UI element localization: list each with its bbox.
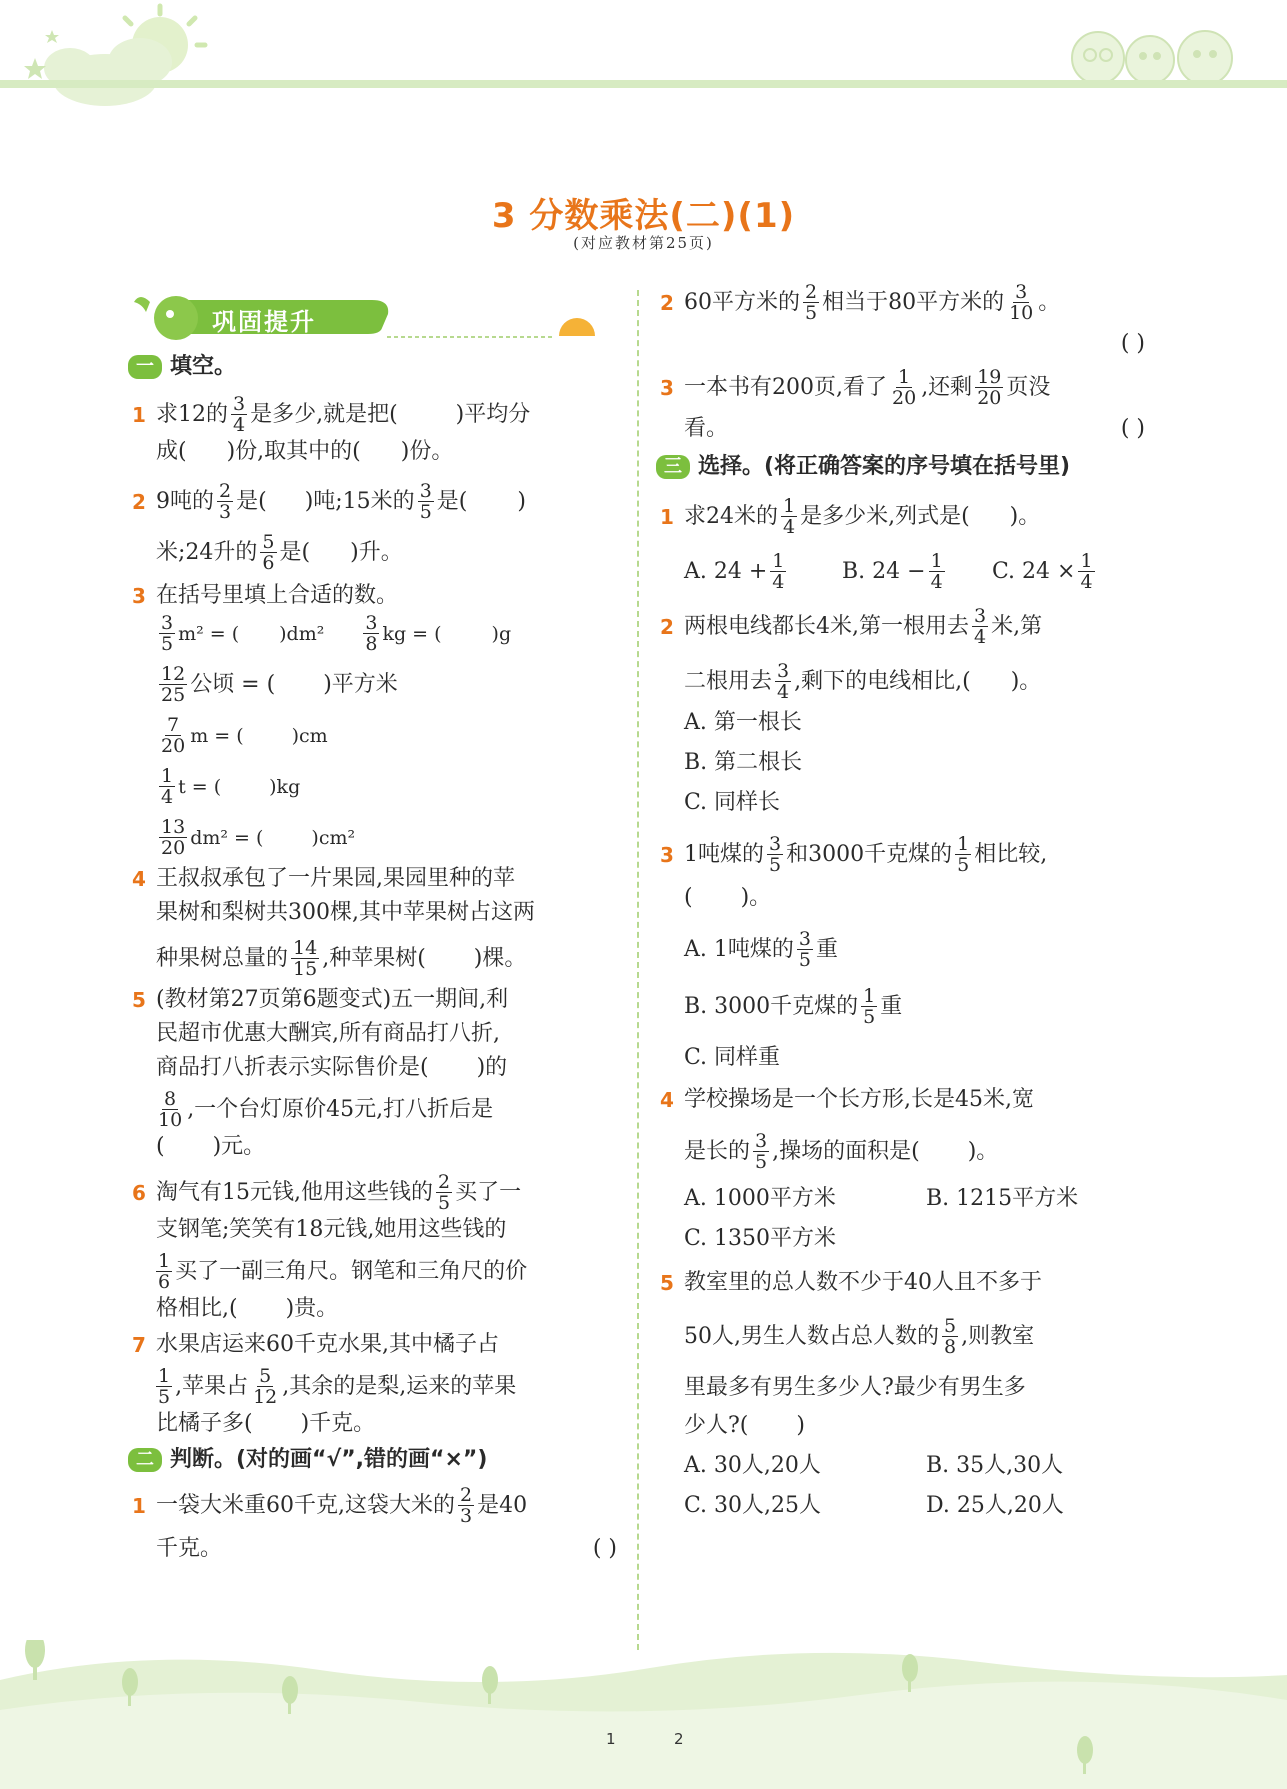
option-a[interactable]: A. 1吨煤的 $\frac{3}{5}$ 重 <box>684 928 838 971</box>
cloud-icon <box>44 38 172 106</box>
question-1-5: 5 (教材第27页第6题变式)五一期间,利 <box>132 987 509 1012</box>
options-3-1 <box>660 551 1145 592</box>
page-number-right: 2 <box>674 1730 684 1748</box>
question-1-1-cont: 成( )份,取其中的( )份。 <box>156 439 454 464</box>
question-2-1: 1 一袋大米重60千克,这袋大米的 $\frac{2}{3}$ 是40 <box>132 1484 528 1527</box>
option-b[interactable]: B. 第二根长 <box>684 750 803 775</box>
option-c[interactable]: C. 同样长 <box>684 790 781 815</box>
conversion-1: $\frac{3}{5}$ m² = ( )dm² $\frac{3}{8}$ kg = ( )g <box>161 612 512 655</box>
column-divider <box>637 290 639 1650</box>
conversion-3: $\frac{7}{20}$ m = ( )cm <box>161 714 328 757</box>
option-a[interactable]: A. 24 + $\frac{1}{4}$ <box>684 550 785 593</box>
option-c[interactable]: C. 24 × $\frac{1}{4}$ <box>992 550 1093 593</box>
section-banner <box>132 292 612 342</box>
question-1-3: 3 在括号里填上合适的数。 <box>132 583 399 608</box>
question-3-3: 3 1吨煤的 $\frac{3}{5}$ 和3000千克煤的 $\frac{1}{5}$ 相比较, <box>660 833 1048 876</box>
option-b[interactable]: B. 1215平方米 <box>926 1186 1079 1211</box>
question-1-2-cont: 米;24升的 $\frac{5}{6}$ 是( )升。 <box>156 531 403 574</box>
option-b[interactable]: B. 24 − $\frac{1}{4}$ <box>842 550 943 593</box>
answer-blank[interactable]: ( ) <box>1120 416 1145 441</box>
conversion-5: $\frac{13}{20}$ dm² = ( )cm² <box>161 816 356 859</box>
question-3-4: 4 学校操场是一个长方形,长是45米,宽 <box>660 1087 1034 1112</box>
question-2-2: 2 60平方米的 $\frac{2}{5}$ 相当于80平方米的 $\frac{3}{10}$ 。 <box>660 281 1061 324</box>
option-c[interactable]: C. 30人,25人 <box>684 1493 822 1518</box>
question-3-5: 5 教室里的总人数不少于40人且不多于 <box>660 1270 1042 1295</box>
section-judge-title: 二 判断。(对的画“√”,错的画“×”) <box>128 1443 617 1477</box>
option-a[interactable]: A. 30人,20人 <box>684 1453 821 1478</box>
option-b[interactable]: B. 35人,30人 <box>926 1453 1064 1478</box>
option-d[interactable]: D. 25人,20人 <box>926 1493 1064 1518</box>
section-badge: 二 <box>128 1448 162 1472</box>
banner-label: 巩固提升 <box>212 308 316 336</box>
question-3-2: 2 两根电线都长4米,第一根用去 $\frac{3}{4}$ 米,第 <box>660 605 1043 648</box>
option-a[interactable]: A. 1000平方米 <box>684 1186 836 1211</box>
answer-blank[interactable]: ( ) <box>592 1536 617 1561</box>
question-1-2: 2 9吨的 $\frac{2}{3}$ 是( )吨;15米的 $\frac{3}{5}$ 是( ) <box>132 480 526 523</box>
page-title: 3 分数乘法(二)(1) <box>491 196 796 236</box>
option-c[interactable]: C. 同样重 <box>684 1045 781 1070</box>
section-choose-title: 三 选择。(将正确答案的序号填在括号里) <box>656 450 1145 484</box>
question-3-1: 1 求24米的 $\frac{1}{4}$ 是多少米,列式是( )。 <box>660 495 1041 538</box>
section-badge: 一 <box>128 355 162 379</box>
option-c[interactable]: C. 1350平方米 <box>684 1226 837 1251</box>
right-column: 2 60平方米的 $\frac{2}{5}$ 相当于80平方米的 $\frac{3}{10}$ 。 ( ) 3 一本书有200页,看了 $\frac{1}{20}$ ,还剩 $\frac{19}{20}$ 页没 看。 ( ) 三 选择。(将正确答案的序号填在括号里) 1 求24米的 $\frac{1}{4}$ 是多少米,列式是( )。 A. 24 + $\frac{1}{4}$ B. 24 − $\frac{1}{4}$ C. 24 × $\frac{1}{4}$ 2 两根电线都长4米,第一根用去 $\frac{3}{4}$ 米,第 二根用去 $\frac{3}{4}$ ,剩下的电线相比,( )。 A. 第一根长 B. 第二根长 C. 同样长 3 1吨煤的 $\frac{3}{5}$ 和3000千克煤的 $\frac{1}{5}$ 相比较, ( )。 A. 1吨煤的 $\frac{3}{5}$ 重 B. 3000千克煤的 $\frac{1}{5}$ 重 C. 同样重 4 学校操场是一个长方形,长是45米,宽 是长的 $\frac{3}{5}$ ,操场的面积是( )。 A. 1000平方米 B. 1215平方米 C. 1350平方米 5 教室里的总人数不少于40人且不多于 50人,男生人数占总人数的 $\frac{5}{8}$ ,则教室 里最多有男生多少人?最少有男生多 少人?( ) A. 30人,20人 B. 35人,30人 C. 30人,25人 D. 25人,20人 <box>660 282 1145 1523</box>
question-2-3: 3 一本书有200页,看了 $\frac{1}{20}$ ,还剩 $\frac{19}{20}$ 页没 <box>660 366 1051 409</box>
option-b[interactable]: B. 3000千克煤的 $\frac{1}{5}$ 重 <box>684 985 903 1028</box>
section-fill-title: 一 填空。 <box>128 350 617 384</box>
answer-blank[interactable]: ( ) <box>1120 331 1145 356</box>
header-stripe <box>0 80 1287 88</box>
question-1-1: 1 求12的 $\frac{3}{4}$ 是多少,就是把( )平均分 <box>132 393 531 436</box>
question-1-6: 6 淘气有15元钱,他用这些钱的 $\frac{2}{5}$ 买了一 <box>132 1171 522 1214</box>
conversion-4: $\frac{1}{4}$ t = ( )kg <box>161 765 301 808</box>
animal-faces-icon <box>1072 31 1232 85</box>
page-subtitle: (对应教材第25页) <box>573 234 714 252</box>
option-a[interactable]: A. 第一根长 <box>684 710 802 735</box>
footer-landscape <box>0 1640 1287 1789</box>
header-decoration <box>0 0 1287 130</box>
section-badge: 三 <box>656 455 690 479</box>
conversion-2: $\frac{12}{25}$ 公顷 = ( )平方米 <box>161 663 398 706</box>
left-column: 一 填空。 1 求12的 $\frac{3}{4}$ 是多少,就是把( )平均分 成( )份,取其中的( )份。 2 9吨的 $\frac{2}{3}$ 是( )吨;15米的 $\frac{3}{5}$ 是( ) 米;24升的 $\frac{5}{6}$ 是( )升。 3 在括号里填上合适的数。 $\frac{3}{5}$ m² = ( )dm² $\frac{3}{8}$ kg = ( )g $\frac{12}{25}$ 公顷 = ( )平方米 $\frac{7}{20}$ m = ( )cm $\frac{1}{4}$ t = ( )kg $\frac{13}{20}$ dm² = ( )cm² 4 王叔叔承包了一片果园,果园里种的苹 果树和梨树共300棵,其中苹果树占这两 种果树总量的 $\frac{14}{15}$ ,种苹果树( )棵。 5 (教材第27页第6题变式)五一期间,利 民超市优惠大酬宾,所有商品打八折, 商品打八折表示实际售价是( )的 $\frac{8}{10}$ ,一个台灯原价45元,打八折后是 ( )元。 6 淘气有15元钱,他用这些钱的 $\frac{2}{5}$ 买了一 支钢笔;笑笑有18元钱,她用这些钱的 $\frac{1}{6}$ 买了一副三角尺。钢笔和三角尺的价 格相比,( )贵。 7 水果店运来60千克水果,其中橘子占 $\frac{1}{5}$ ,苹果占 $\frac{5}{12}$ ,其余的是梨,运来的苹果 比橘子多( )千克。 二 判断。(对的画“√”,错的画“×”) 1 一袋大米重60千克,这袋大米的 $\frac{2}{3}$ 是40 千克。 ( ) <box>132 350 617 1566</box>
question-1-4: 4 王叔叔承包了一片果园,果园里种的苹 <box>132 866 515 891</box>
page-number-left: 1 <box>606 1730 616 1748</box>
question-1-7: 7 水果店运来60千克水果,其中橘子占 <box>132 1332 499 1357</box>
